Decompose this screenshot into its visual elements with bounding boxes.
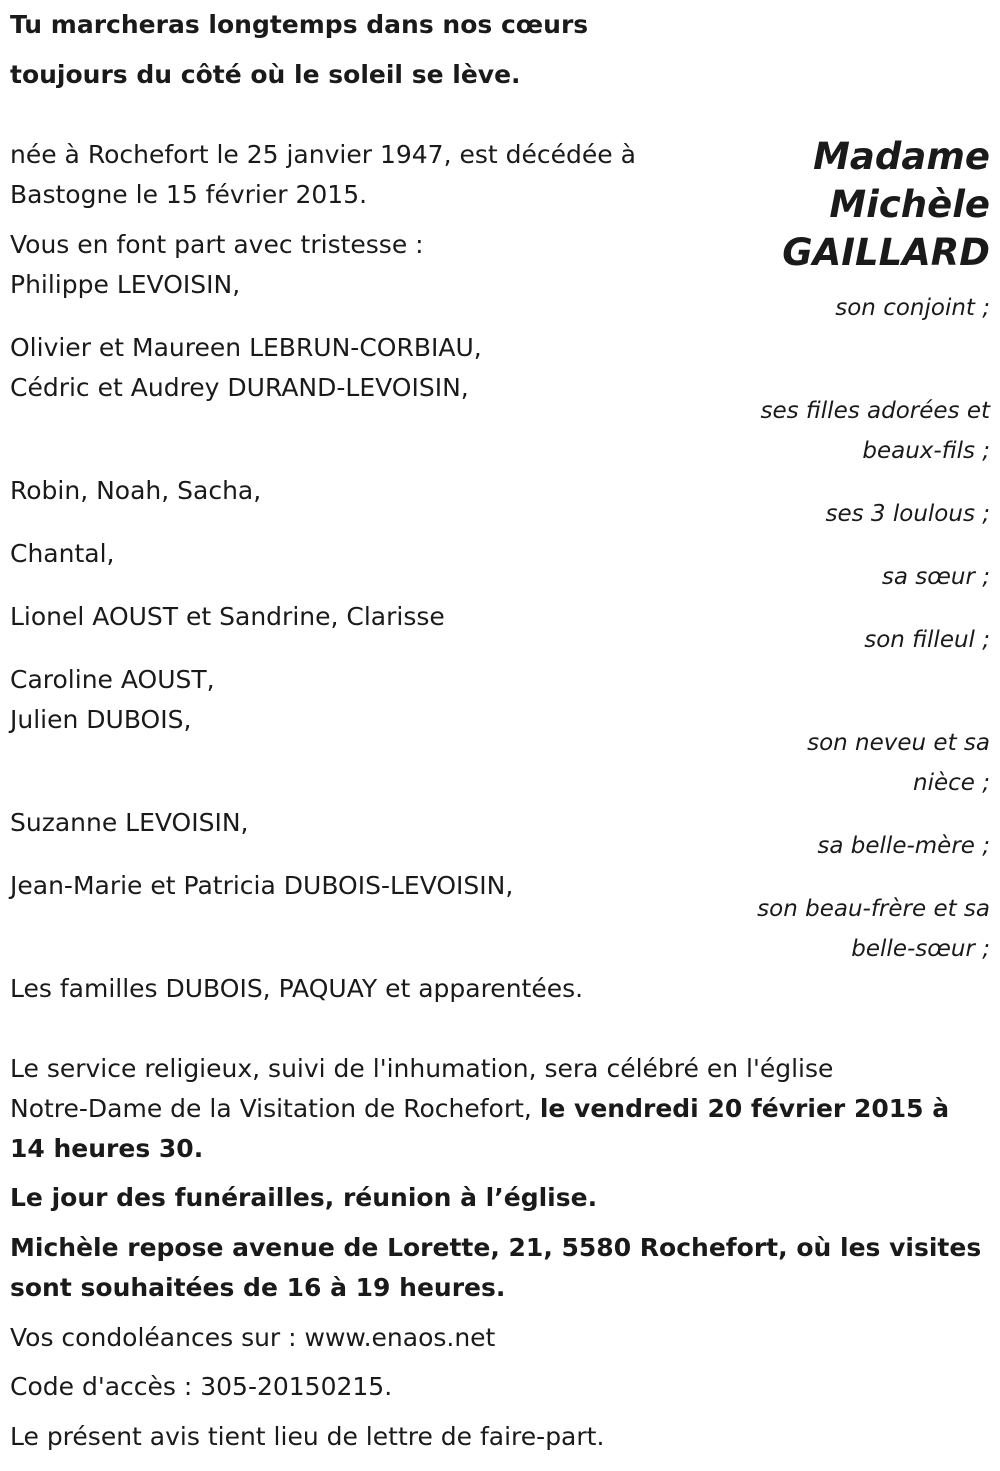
relation-label: son neveu et sa (807, 730, 990, 756)
meeting-line: Le jour des funérailles, réunion à l’église. (10, 1183, 598, 1212)
family-member: Philippe LEVOISIN, (10, 270, 241, 299)
epigraph-line-1: Tu marcheras longtemps dans nos cœurs (10, 10, 589, 39)
service-time: 14 heures 30. (10, 1134, 204, 1163)
family-member: Jean-Marie et Patricia DUBOIS-LEVOISIN, (10, 871, 514, 900)
service-date: le vendredi 20 février 2015 à (539, 1094, 950, 1123)
deceased-last-name: GAILLARD (782, 231, 990, 274)
relation-label: belle-sœur ; (851, 936, 990, 962)
family-member: Olivier et Maureen LEBRUN-CORBIAU, (10, 333, 482, 362)
deceased-title: Madame (813, 135, 990, 178)
relation-label: son filleul ; (864, 627, 990, 653)
birth-death-line-2: Bastogne le 15 février 2015. (10, 180, 368, 209)
family-member: Suzanne LEVOISIN, (10, 808, 249, 837)
family-member: Caroline AOUST, (10, 665, 215, 694)
relation-label: beaux-fils ; (862, 438, 990, 464)
service-line-2 (10, 1089, 949, 1129)
family-member: Cédric et Audrey DURAND-LEVOISIN, (10, 373, 469, 402)
family-member: Julien DUBOIS, (10, 705, 192, 734)
service-line-1: Le service religieux, suivi de l'inhumation, sera célébré en l'église (10, 1054, 834, 1083)
rest-line-1: Michèle repose avenue de Lorette, 21, 5580 Rochefort, où les visites (10, 1233, 982, 1262)
rest-line-2: sont souhaitées de 16 à 19 heures. (10, 1273, 506, 1302)
relation-label: ses filles adorées et (760, 398, 990, 424)
relation-label: sa sœur ; (881, 564, 990, 590)
relation-label: son beau-frère et sa (757, 896, 990, 922)
epigraph-line-2: toujours du côté où le soleil se lève. (10, 60, 521, 89)
relation-label: ses 3 loulous ; (825, 501, 990, 527)
families-line: Les familles DUBOIS, PAQUAY et apparentées. (10, 974, 584, 1003)
family-member: Robin, Noah, Sacha, (10, 476, 262, 505)
family-member: Lionel AOUST et Sandrine, Clarisse (10, 602, 445, 631)
announce-line: Vous en font part avec tristesse : (10, 230, 424, 259)
service-location: Notre-Dame de la Visitation de Rochefort, (10, 1094, 540, 1123)
birth-death-line-1: née à Rochefort le 25 janvier 1947, est décédée à (10, 140, 636, 169)
family-member: Chantal, (10, 539, 115, 568)
relation-label: son conjoint ; (835, 295, 990, 321)
relation-label: nièce ; (913, 770, 990, 796)
deceased-first-name: Michèle (829, 183, 990, 226)
notice-line: Le présent avis tient lieu de lettre de faire-part. (10, 1422, 605, 1451)
condolences-line: Vos condoléances sur : www.enaos.net (10, 1323, 496, 1352)
relation-label: sa belle-mère ; (817, 833, 990, 859)
access-code-line: Code d'accès : 305-20150215. (10, 1372, 393, 1401)
